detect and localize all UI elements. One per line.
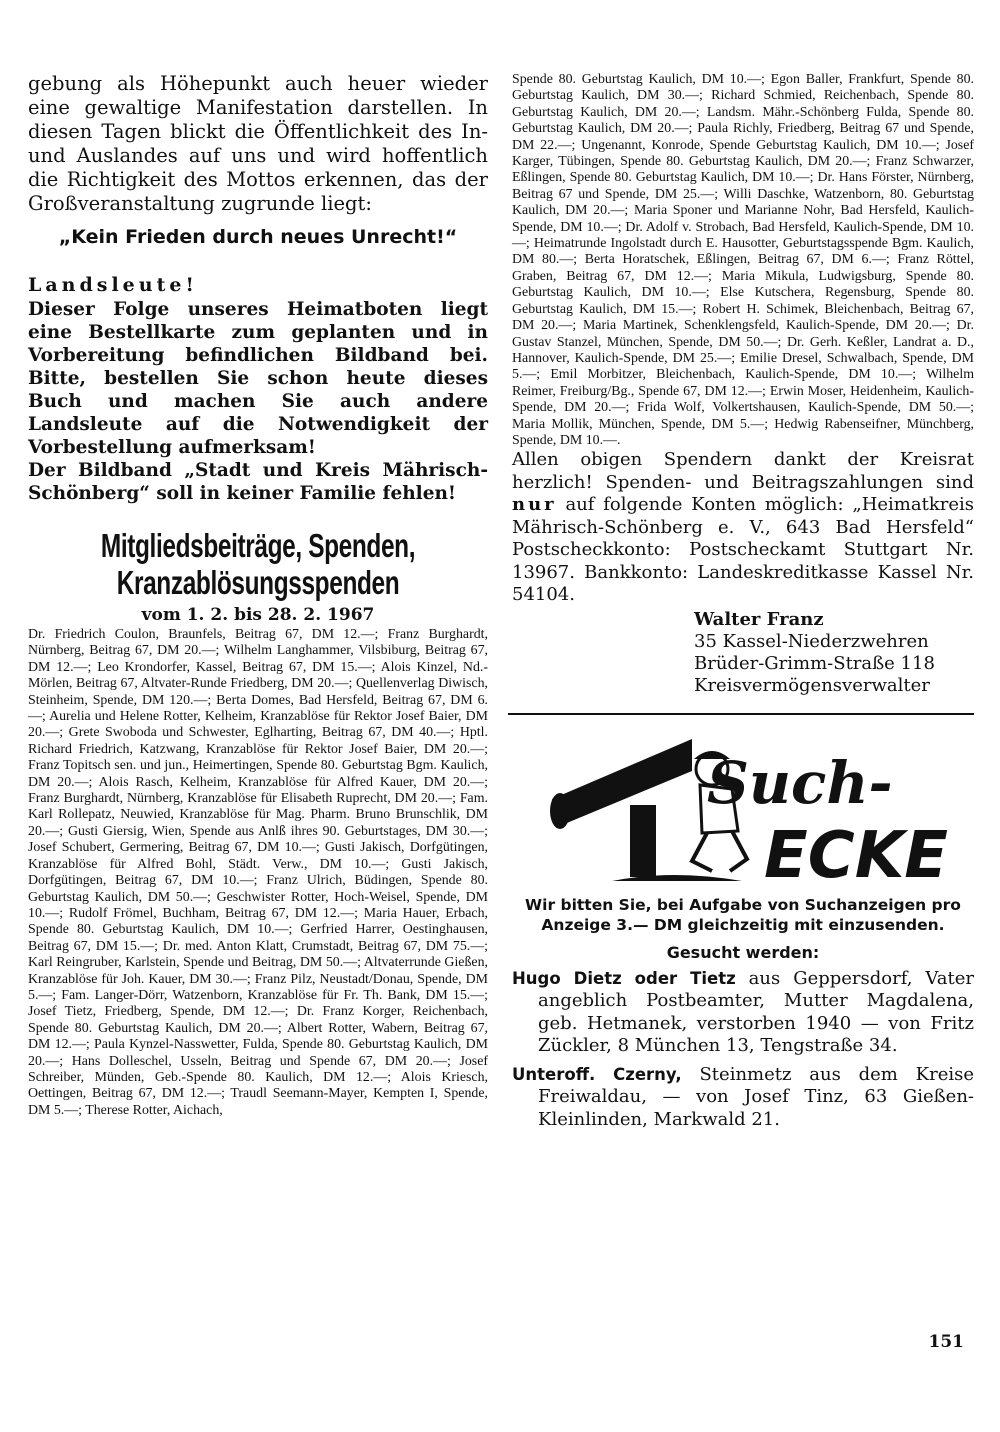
such-ecke-illustration: [542, 731, 962, 889]
section-divider: [508, 713, 974, 715]
search-entry: [512, 1064, 974, 1132]
such-ecke-banner: [542, 731, 974, 889]
search-entry-name: Hugo Dietz oder Tietz: [512, 968, 736, 988]
thanks-pre: Allen obigen Spendern dankt der Kreisrat herzlich! Spenden- und Beitragszahlungen sind: [512, 449, 974, 493]
thanks-paragraph: [512, 449, 974, 607]
right-column: [512, 72, 974, 1137]
banner-word-such: Such-: [707, 748, 893, 817]
thanks-emphasis: nur: [512, 494, 557, 516]
signature-role: Kreisvermögensverwalter: [694, 674, 930, 696]
intro-paragraph: gebung als Höhepunkt auch heuer wieder eine gewaltige Manifestation darstellen. In diesen Tagen blickt die Öffentlichkeit des In- und Auslandes auf uns und wird hoffentlich die Richtigkeit des Mottos erkennen, das der Großveranstaltung zugrunde liegt:: [28, 72, 488, 215]
search-entry-name: Unteroff. Czerny,: [512, 1064, 682, 1084]
telescope-icon: [552, 739, 692, 825]
appeal-body: Dieser Folge unseres Heimatboten liegt eine Bestellkarte zum geplanten und in Vorbereitung befindlichen Bildband bei. Bitte, bestellen Sie schon heute dieses Buch und machen Sie auch andere Landsleute auf die Notwendigkeit der Vorbestellung aufmerksam!: [28, 299, 488, 458]
appeal-heading: Landsleute!: [28, 274, 198, 296]
search-entry-text: aus Geppersdorf, Vater angeblich Postbeamter, Mutter Magdalena, geb. Hetmanek, verstorben 1940 — von Fritz Zückler, 8 München 13, Tengstraße 34.: [538, 967, 974, 1057]
section-title-line1: Mitgliedsbeiträge, Spenden,: [100, 527, 416, 564]
signature-address1: 35 Kassel-Niederzwehren: [694, 630, 929, 652]
donations-list: Dr. Friedrich Coulon, Braunfels, Beitrag 67, DM 12.—; Franz Burghardt, Nürnberg, Beitrag 67, DM 20.—; Wilhelm Langhammer, Vilsbiburg, Beitrag 67, DM 12.—; Leo Krondorfer, Kassel, Beitrag 67, DM 15.—; Alois Kinzel, Nd.-Mörlen, Beitrag 67, Altvater-Runde Friedberg, DM 20.—; Quellenverlag Diwisch, Steinheim, Spende, DM 120.—; Berta Domes, Bad Hersfeld, Beitrag 67, DM 6.—; Aurelia und Helene Rotter, Kelheim, Kranzablöse für Rektor Josef Baier, DM 20.—; Grete Swoboda und Schwester, Eglharting, Beitrag 67, DM 40.—; Hptl. Richard Friedrich, Katzwang, Kranzablöse für Rektor Josef Baier, DM 20.—; Franz Topitsch sen. und jun., Heimertingen, Spende 80. Geburtstag Bgm. Kaulich, DM 20.—; Alois Rasch, Kelheim, Kranzablöse für Alfred Kauer, DM 20.—; Franz Burghardt, Nürnberg, Kranzablöse für Elisabeth Ruprecht, DM 20.—; Fam. Karl Rollepatz, Neuwied, Kranzablöse für Mag. Pharm. Bruno Brunschlik, DM 20.—; Gusti Giersig, Wien, Spende aus Anlß ihres 90. Geburtstages, DM 30.—; Josef Schubert, Germering, Beitrag 67, DM 10.—; Gusti Jakisch, Dorfgütingen, Kranzablöse für Alfred Bohl, Städt. Verw., DM 10.—; Gusti Jakisch, Dorfgütingen, Beitrag 67, DM 10.—; Franz Ulrich, Büdingen, Spende 80. Geburtstag Kaulich, DM 50.—; Geschwister Rotter, Hoch-Weisel, Spende, DM 10.—; Rudolf Frömel, Buchham, Beitrag 67, DM 12.—; Maria Hauer, Erbach, Spende 80. Geburtstag Kaulich, DM 10.—; Gerfried Harrer, Oestinghausen, Beitrag 67, DM 15.—; Dr. med. Anton Klatt, Crumstadt, Beitrag 67, DM 75.—; Karl Reingruber, Karlstein, Spende und Beitrag, DM 50.—; Altvaterrunde Gießen, Kranzablöse für Joh. Kauer, DM 30.—; Franz Pilz, Neustadt/Donau, Spende, DM 5.—; Fam. Langer-Dörr, Watzenborn, Kranzablöse für Fr. Th. Bank, DM 15.—; Josef Tietz, Friedberg, Spende, DM 12.—; Dr. Franz Korger, Reichenbach, Spende 80. Geburtstag Kaulich, DM 20.—; Albert Rotter, Wabern, Beitrag 67, DM 12.—; Paula Kynzel-Nasswetter, Fulda, Spende 80. Geburtstag Kaulich, DM 20.—; Hans Dolleschel, Usseln, Beitrag und Spende 67, DM 20.—; Josef Schreiber, Münden, Geb.-Spende 80. Kaulich, DM 12.—; Alois Kriesch, Oettingen, Beitrag 67, DM 12.—; Traudl Seemann-Mayer, Kempten I, Spende, DM 5.—; Therese Rotter, Aichach,: [28, 627, 488, 1118]
motto-quote: „Kein Frieden durch neues Unrecht!“: [58, 226, 458, 248]
signature-address2: Brüder-Grimm-Straße 118: [694, 652, 935, 674]
notice-text: Wir bitten Sie, bei Aufgabe von Suchanzeigen pro Anzeige 3.— DM gleichzeitig mit einzusenden.: [525, 895, 961, 934]
search-entry: [512, 968, 974, 1058]
section-title-line2: Kranzablösungsspenden: [116, 564, 400, 601]
left-column: [28, 72, 488, 1119]
banner-word-ecke: ECKE: [764, 818, 948, 889]
search-entry-text: Steinmetz aus dem Kreise Freiwaldau, — von Josef Tinz, 63 Gießen-Kleinlinden, Markwald 21.: [538, 1063, 975, 1130]
section-dates: vom 1. 2. bis 28. 2. 1967: [141, 605, 375, 625]
thanks-post: auf folgende Konten möglich: „Heimatkreis Mährisch-Schönberg e. V., 643 Bad Hersfeld“ Postscheckkonto: Postscheckamt Stuttgart Nr. 13967. Bankkonto: Landeskreditkasse Kassel Nr. 54104.: [512, 494, 974, 606]
sought-heading: Gesucht werden:: [666, 942, 820, 962]
page-number: 151: [928, 1332, 964, 1352]
donations-list-continued: Spende 80. Geburtstag Kaulich, DM 10.—; Egon Baller, Frankfurt, Spende 80. Geburtstag Kaulich, DM 30.—; Richard Schmied, Reichenbach, Spende 80. Geburtstag Kaulich, DM 20.—; Landsm. Mähr.-Schönberg Fulda, Spende 80. Geburtstag Kaulich, DM 20.—; Paula Richly, Friedberg, Beitrag 67 und Spende, DM 22.—; Ungenannt, Konrode, Spende Geburtstag Kaulich, DM 10.—; Josef Karger, Tübingen, Spende 80. Geburtstag Kaulich, DM 20.—; Franz Schwarzer, Eßlingen, Spende 80. Geburtstag Kaulich, DM 10.—; Dr. Hans Förster, Nürnberg, Beitrag 67 und Spende, DM 25.—; Willi Daschke, Watzenborn, 80. Geburtstag Kaulich, DM 20.—; Maria Sponer und Marianne Nohr, Bad Hersfeld, Kaulich-Spende, DM 10.—; Dr. Adolf v. Strobach, Bad Hersfeld, Kaulich-Spende, DM 10.—; Heimatrunde Ingolstadt durch E. Hausotter, Geburtstagsspende Bgm. Kaulich, DM 80.—; Berta Horatschek, Eßlingen, Beitrag 67, DM 6.—; Franz Röttel, Graben, Beitrag 67, DM 12.—; Maria Mikula, Ludwigsburg, Spende 80. Geburtstag Kaulich, DM 10.—; Else Kutschera, Regensburg, Spende 80. Geburtstag Kaulich, DM 15.—; Robert H. Schimek, Bleichenbach, Beitrag 67, DM 20.—; Maria Martinek, Schenklengsfeld, Kaulich-Spende, DM 20.—; Dr. Gustav Stanzel, München, Spende, DM 50.—; Dr. Gerh. Keßler, Landrat a. D., Hannover, Kaulich-Spende, DM 25.—; Emilie Dresel, Schwalbach, Spende, DM 5.—; Emil Morbitzer, Bleichenbach, Kaulich-Spende, DM 10.—; Wilhelm Reimer, Freiburg/Bg., Spende 67, DM 12.—; Erwin Moser, Heidenheim, Kaulich-Spende, DM 20.—; Frida Wolf, Volkertshausen, Kaulich-Spende, DM 50.—; Maria Mollik, München, Spende, DM 5.—; Hedwig Rabenseifner, Münchberg, Spende, DM 10.—.: [512, 72, 974, 448]
appeal-body-bildband: Der Bildband „Stadt und Kreis Mährisch-Schönberg“ soll in keiner Familie fehlen!: [28, 460, 488, 504]
tripod-icon: [630, 805, 656, 877]
signature-block: [694, 609, 974, 697]
signature-name: Walter Franz: [694, 608, 824, 630]
section-title: [58, 527, 458, 601]
